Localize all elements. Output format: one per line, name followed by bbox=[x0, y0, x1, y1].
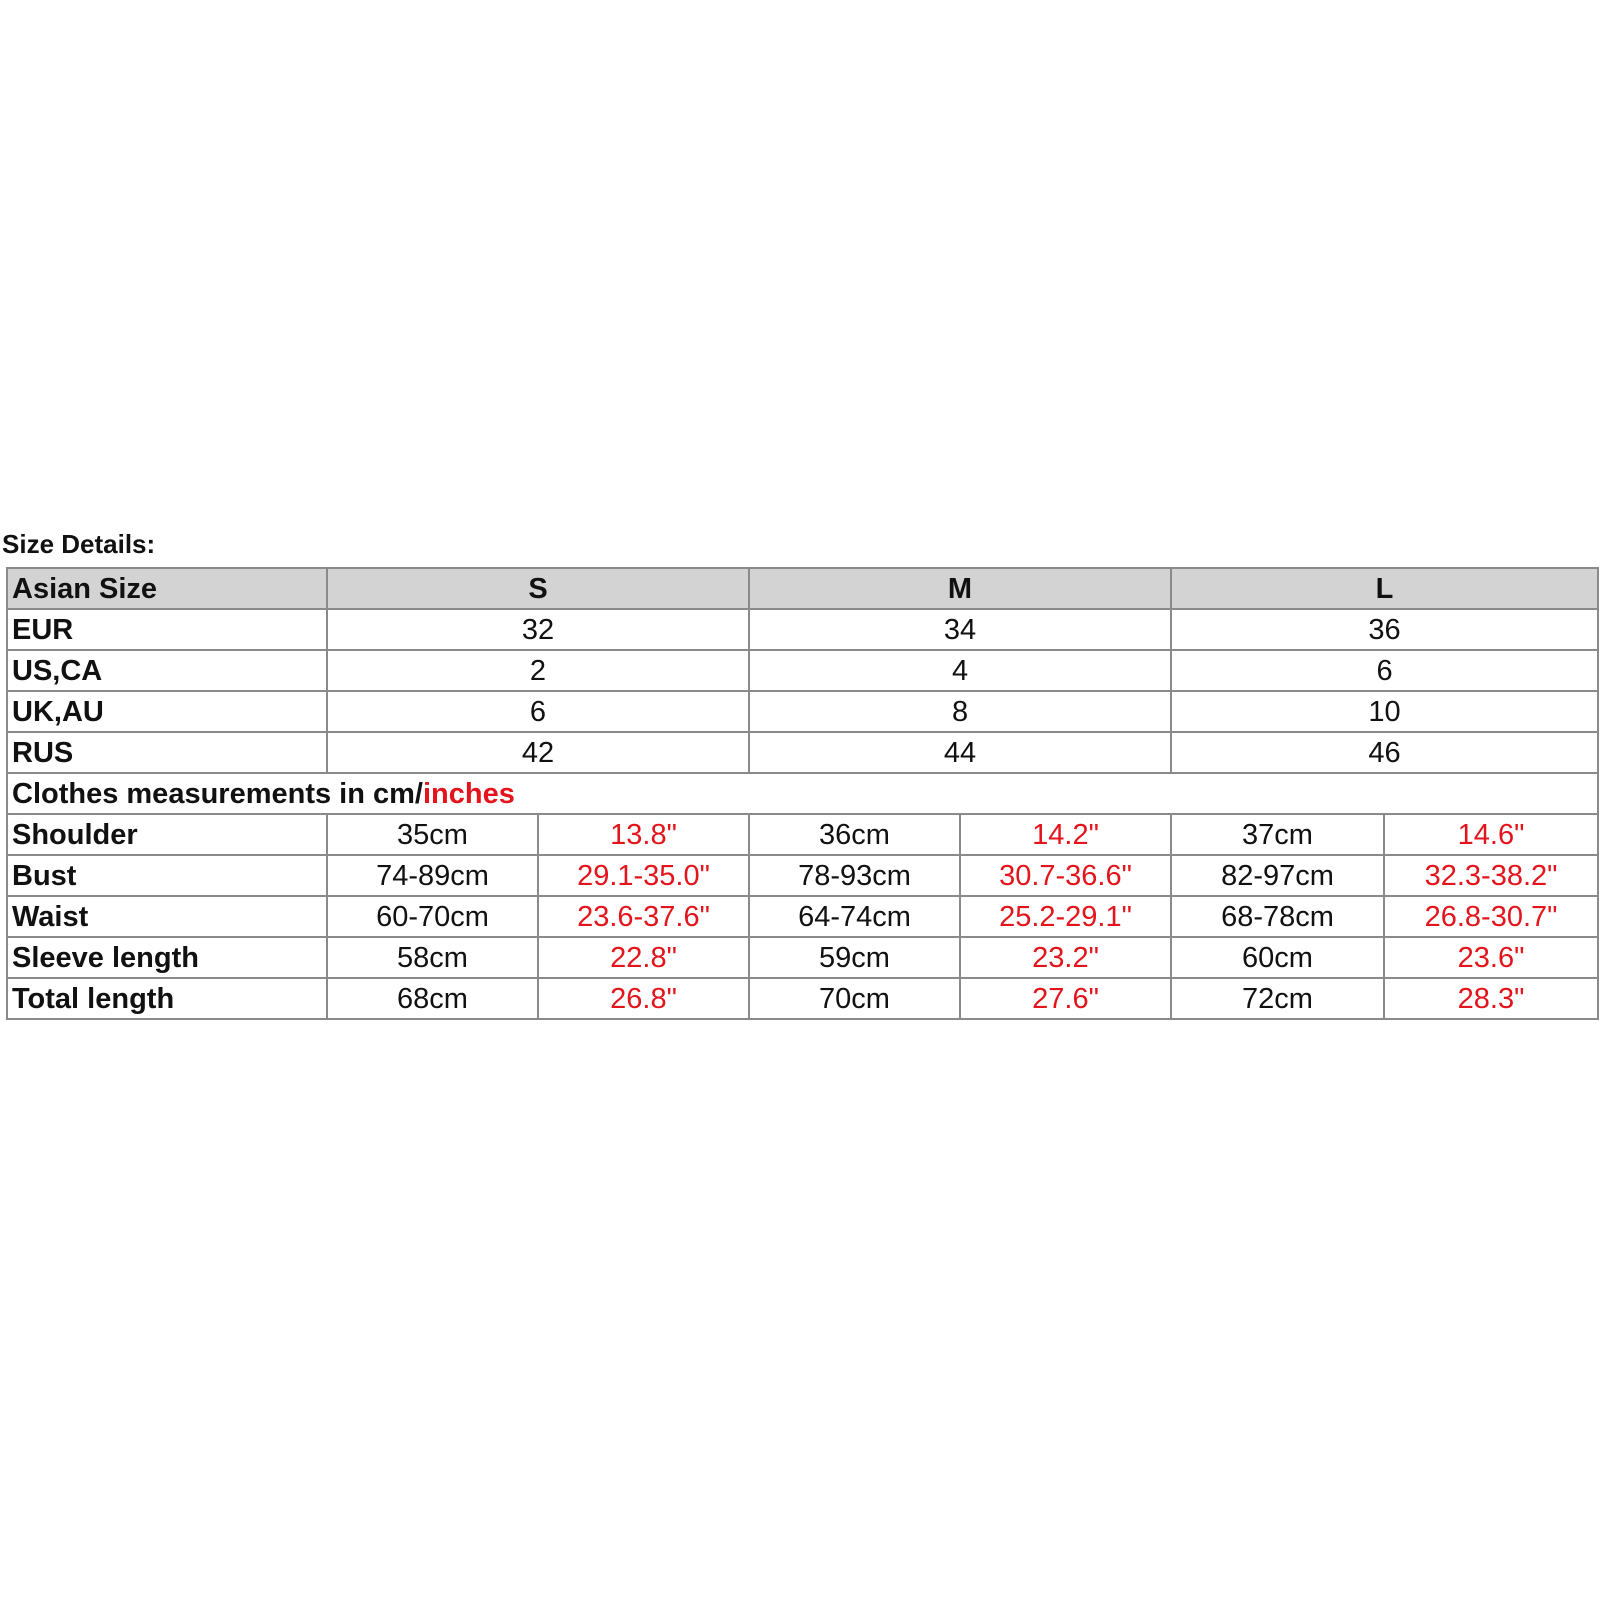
asian-size-label: Asian Size bbox=[7, 568, 327, 609]
row-label: RUS bbox=[7, 732, 327, 773]
section-heading-prefix: Clothes measurements in cm/ bbox=[12, 777, 423, 810]
size-chart-table bbox=[6, 567, 1599, 1020]
measurement-row-waist bbox=[7, 896, 1598, 937]
table-cell: 8 bbox=[749, 691, 1171, 732]
inch-cell: 32.3-38.2" bbox=[1384, 855, 1598, 896]
measurement-row-shoulder bbox=[7, 814, 1598, 855]
inch-cell: 14.6" bbox=[1384, 814, 1598, 855]
inch-cell: 30.7-36.6" bbox=[960, 855, 1171, 896]
cm-cell: 70cm bbox=[749, 978, 960, 1019]
inch-cell: 22.8" bbox=[538, 937, 749, 978]
size-l-header: L bbox=[1171, 568, 1598, 609]
measurements-section-row bbox=[7, 773, 1598, 814]
table-cell: 36 bbox=[1171, 609, 1598, 650]
table-cell: 46 bbox=[1171, 732, 1598, 773]
cm-cell: 68cm bbox=[327, 978, 538, 1019]
size-header-row bbox=[7, 568, 1598, 609]
table-cell: 42 bbox=[327, 732, 749, 773]
table-cell: 44 bbox=[749, 732, 1171, 773]
conversion-row-us-ca bbox=[7, 650, 1598, 691]
inch-cell: 27.6" bbox=[960, 978, 1171, 1019]
conversion-row-eur bbox=[7, 609, 1598, 650]
cm-cell: 60cm bbox=[1171, 937, 1384, 978]
cm-cell: 35cm bbox=[327, 814, 538, 855]
row-label: Waist bbox=[7, 896, 327, 937]
table-cell: 4 bbox=[749, 650, 1171, 691]
inch-cell: 14.2" bbox=[960, 814, 1171, 855]
cm-cell: 78-93cm bbox=[749, 855, 960, 896]
cm-cell: 72cm bbox=[1171, 978, 1384, 1019]
inch-cell: 23.6" bbox=[1384, 937, 1598, 978]
measurement-row-total-length bbox=[7, 978, 1598, 1019]
inch-cell: 29.1-35.0" bbox=[538, 855, 749, 896]
cm-cell: 74-89cm bbox=[327, 855, 538, 896]
cm-cell: 36cm bbox=[749, 814, 960, 855]
inch-cell: 23.6-37.6" bbox=[538, 896, 749, 937]
cm-cell: 64-74cm bbox=[749, 896, 960, 937]
conversion-row-uk-au bbox=[7, 691, 1598, 732]
inch-cell: 26.8" bbox=[538, 978, 749, 1019]
inch-cell: 25.2-29.1" bbox=[960, 896, 1171, 937]
measurement-row-sleeve-length bbox=[7, 937, 1598, 978]
row-label: Shoulder bbox=[7, 814, 327, 855]
measurement-row-bust bbox=[7, 855, 1598, 896]
row-label: Total length bbox=[7, 978, 327, 1019]
cm-cell: 59cm bbox=[749, 937, 960, 978]
cm-cell: 37cm bbox=[1171, 814, 1384, 855]
table-cell: 6 bbox=[1171, 650, 1598, 691]
section-heading-inches: inches bbox=[422, 777, 515, 810]
row-label: UK,AU bbox=[7, 691, 327, 732]
table-cell: 34 bbox=[749, 609, 1171, 650]
inch-cell: 26.8-30.7" bbox=[1384, 896, 1598, 937]
cm-cell: 68-78cm bbox=[1171, 896, 1384, 937]
cm-cell: 58cm bbox=[327, 937, 538, 978]
size-details-title: Size Details: bbox=[2, 529, 156, 559]
table-cell: 2 bbox=[327, 650, 749, 691]
table-cell: 32 bbox=[327, 609, 749, 650]
inch-cell: 23.2" bbox=[960, 937, 1171, 978]
cm-cell: 60-70cm bbox=[327, 896, 538, 937]
size-s-header: S bbox=[327, 568, 749, 609]
conversion-row-rus bbox=[7, 732, 1598, 773]
size-m-header: M bbox=[749, 568, 1171, 609]
row-label: Bust bbox=[7, 855, 327, 896]
cm-cell: 82-97cm bbox=[1171, 855, 1384, 896]
table-cell: 10 bbox=[1171, 691, 1598, 732]
table-cell: 6 bbox=[327, 691, 749, 732]
row-label: Sleeve length bbox=[7, 937, 327, 978]
inch-cell: 13.8" bbox=[538, 814, 749, 855]
measurements-section-heading bbox=[7, 773, 1598, 814]
row-label: US,CA bbox=[7, 650, 327, 691]
inch-cell: 28.3" bbox=[1384, 978, 1598, 1019]
row-label: EUR bbox=[7, 609, 327, 650]
